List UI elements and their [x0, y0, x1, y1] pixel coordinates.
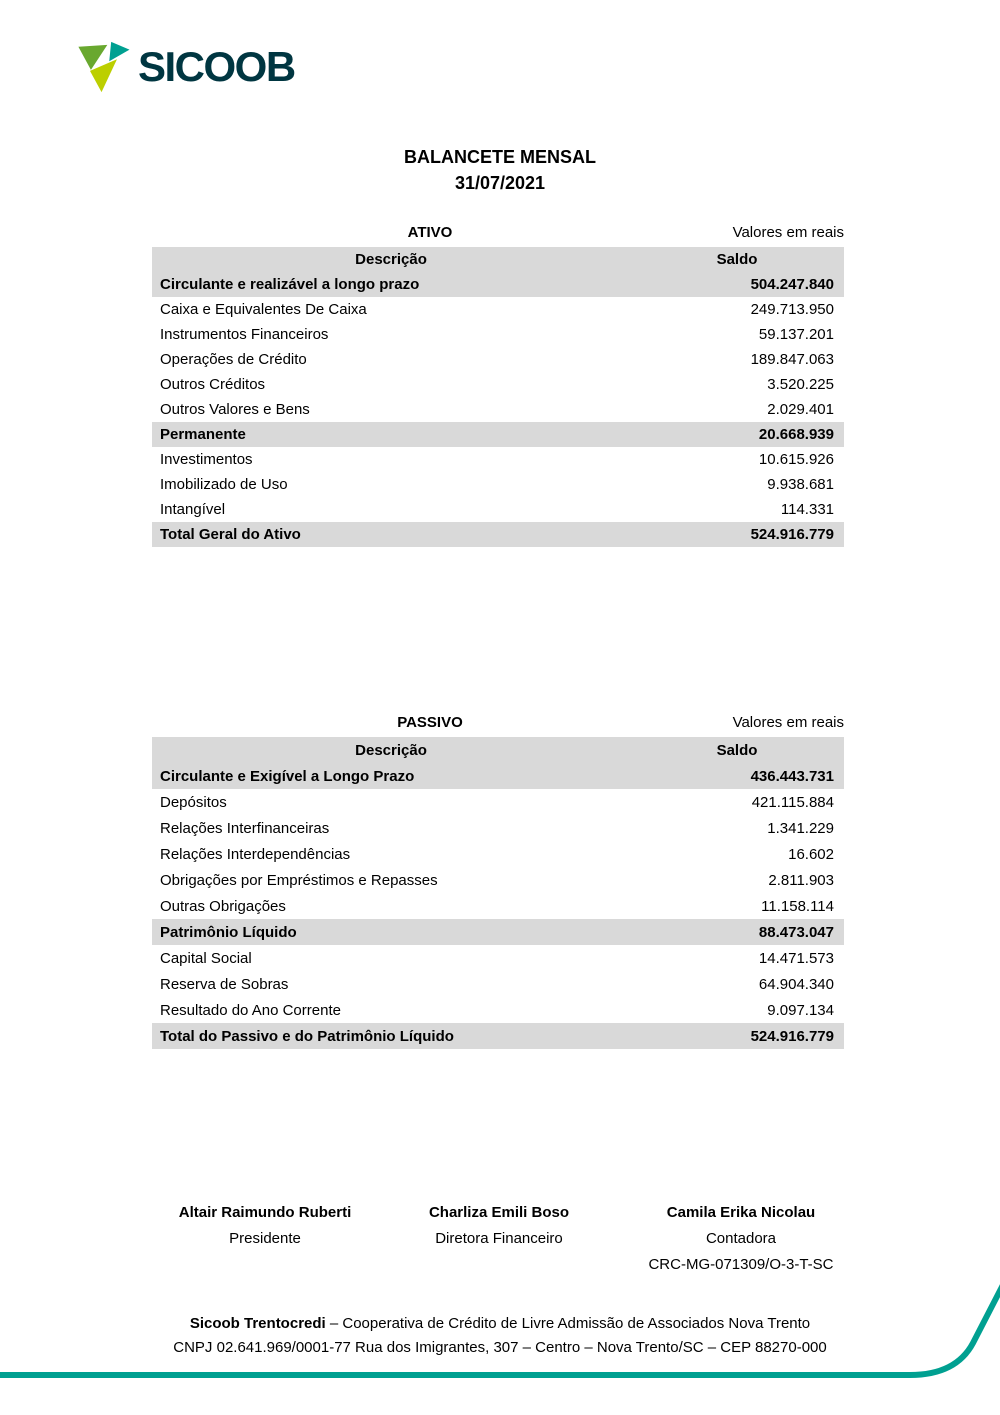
- signer-name: Camila Erika Nicolau: [666, 1204, 816, 1221]
- signer-registry: CRC-MG-071309/O-3-T-SC: [648, 1256, 834, 1273]
- signature-block-presidente: [150, 1200, 380, 1252]
- row-value: 59.137.201: [758, 326, 834, 343]
- table-row: [152, 447, 844, 472]
- row-value: 9.938.681: [767, 476, 834, 493]
- table-row: [152, 841, 844, 867]
- passivo-table: [152, 737, 844, 1049]
- row-label: Reserva de Sobras: [160, 975, 289, 993]
- passivo-section-title: PASSIVO: [397, 714, 463, 731]
- row-value: 421.115.884: [751, 793, 834, 811]
- table-row: [152, 522, 844, 547]
- row-label: Operações de Crédito: [160, 351, 307, 368]
- row-value: 114.331: [780, 501, 834, 518]
- table-row: [152, 971, 844, 997]
- row-value: 504.247.840: [630, 272, 844, 297]
- row-label: Outras Obrigações: [160, 897, 286, 915]
- row-label: Resultado do Ano Corrente: [160, 1001, 341, 1019]
- table-row: [152, 372, 844, 397]
- table-row: [152, 789, 844, 815]
- passivo-caption: [152, 708, 844, 737]
- table-row: [152, 893, 844, 919]
- footer-org-name: Sicoob Trentocredi: [189, 1315, 326, 1332]
- row-label: Intangível: [160, 501, 226, 518]
- passivo-currency-note: Valores em reais: [732, 714, 844, 731]
- table-row: [152, 347, 844, 372]
- row-value: 1.341.229: [767, 819, 834, 837]
- row-label: Total do Passivo e do Patrimônio Líquido: [152, 1023, 630, 1049]
- row-label: Permanente: [152, 422, 630, 447]
- row-label: Total Geral do Ativo: [152, 522, 630, 547]
- signature-block-diretora: [384, 1200, 614, 1252]
- row-value: 14.471.573: [758, 949, 834, 967]
- table-row: [152, 397, 844, 422]
- column-header-descricao: Descrição: [152, 737, 630, 763]
- row-label: Depósitos: [160, 793, 227, 811]
- document-title-line1: BALANCETE MENSAL: [404, 147, 596, 167]
- sicoob-triangle-icon: [74, 40, 131, 94]
- sicoob-wordmark: SICOOB: [138, 43, 295, 90]
- row-label: Outros Créditos: [160, 376, 266, 393]
- row-label: Caixa e Equivalentes De Caixa: [160, 301, 367, 318]
- row-label: Investimentos: [160, 451, 253, 468]
- table-row: [152, 1023, 844, 1049]
- row-label: Relações Interfinanceiras: [160, 819, 330, 837]
- row-value: 20.668.939: [630, 422, 844, 447]
- footer-line1: [0, 1312, 1000, 1336]
- signature-block-contadora: [616, 1200, 866, 1278]
- table-row: [152, 997, 844, 1023]
- table-row: [152, 472, 844, 497]
- row-label: Imobilizado de Uso: [160, 476, 288, 493]
- ativo-currency-note: Valores em reais: [732, 224, 844, 241]
- row-label: Instrumentos Financeiros: [160, 326, 329, 343]
- signer-role: Diretora Financeiro: [435, 1230, 563, 1247]
- row-value: 64.904.340: [758, 975, 834, 993]
- footer: [0, 1312, 1000, 1360]
- row-value: 189.847.063: [750, 351, 834, 368]
- signer-name: Altair Raimundo Ruberti: [178, 1204, 352, 1221]
- signer-role: Contadora: [705, 1230, 777, 1247]
- table-row: [152, 867, 844, 893]
- signer-role: Presidente: [229, 1230, 301, 1247]
- table-header-row: [152, 247, 844, 272]
- footer-line2: CNPJ 02.641.969/0001-77 Rua dos Imigrantes, 307 – Centro – Nova Trento/SC – CEP 88270-000: [173, 1339, 827, 1356]
- row-value: 9.097.134: [767, 1001, 834, 1019]
- row-value: 3.520.225: [767, 376, 834, 393]
- table-row: [152, 272, 844, 297]
- passivo-section: [152, 708, 844, 1049]
- row-value: 16.602: [788, 845, 834, 863]
- column-header-saldo: Saldo: [630, 737, 844, 763]
- sicoob-logo: [74, 40, 295, 94]
- row-value: 10.615.926: [758, 451, 834, 468]
- row-label: Circulante e Exigível a Longo Prazo: [152, 763, 630, 789]
- row-label: Patrimônio Líquido: [152, 919, 630, 945]
- column-header-descricao: Descrição: [152, 247, 630, 272]
- row-value: 524.916.779: [630, 1023, 844, 1049]
- table-row: [152, 945, 844, 971]
- ativo-caption: [152, 218, 844, 247]
- signer-name: Charliza Emili Boso: [428, 1204, 570, 1221]
- table-row: [152, 297, 844, 322]
- row-label: Outros Valores e Bens: [160, 401, 310, 418]
- table-header-row: [152, 737, 844, 763]
- table-row: [152, 497, 844, 522]
- table-row: [152, 919, 844, 945]
- ativo-section-title: ATIVO: [407, 224, 453, 241]
- document-title-date: 31/07/2021: [454, 173, 546, 193]
- row-label: Circulante e realizável a longo prazo: [152, 272, 630, 297]
- row-value: 2.029.401: [767, 401, 834, 418]
- row-label: Obrigações por Empréstimos e Repasses: [160, 871, 438, 889]
- row-label: Capital Social: [160, 949, 252, 967]
- footer-org-description: – Cooperativa de Crédito de Livre Admissão de Associados Nova Trento: [325, 1315, 811, 1332]
- table-row: [152, 322, 844, 347]
- row-value: 2.811.903: [768, 871, 834, 889]
- document-title: [0, 144, 1000, 196]
- table-row: [152, 763, 844, 789]
- table-row: [152, 422, 844, 447]
- column-header-saldo: Saldo: [630, 247, 844, 272]
- row-value: 524.916.779: [630, 522, 844, 547]
- ativo-section: [152, 218, 844, 547]
- row-value: 249.713.950: [750, 301, 834, 318]
- row-value: 436.443.731: [630, 763, 844, 789]
- ativo-table: [152, 247, 844, 547]
- row-value: 11.158.114: [761, 897, 834, 915]
- row-value: 88.473.047: [630, 919, 844, 945]
- row-label: Relações Interdependências: [160, 845, 351, 863]
- table-row: [152, 815, 844, 841]
